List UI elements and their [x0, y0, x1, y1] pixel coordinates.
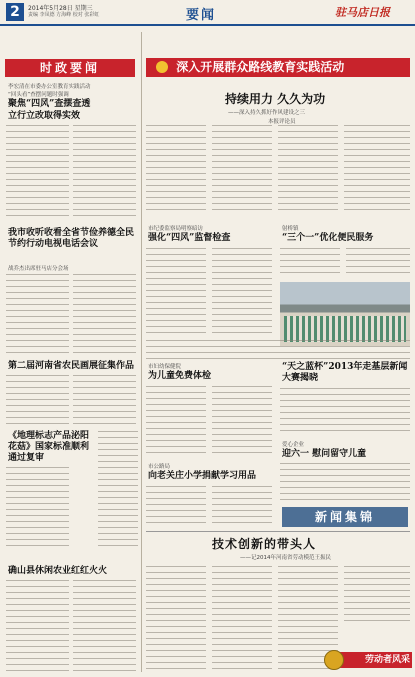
body-text: [73, 580, 136, 672]
body-text: [146, 386, 206, 456]
body-text: [98, 431, 138, 547]
campaign-banner: [146, 58, 410, 77]
article-kicker: 爱心企业: [282, 442, 305, 448]
body-text: [146, 248, 206, 336]
headline: 确山县休闲农业红红火火: [8, 566, 108, 576]
headline: “天之蓝杯”2013年走基层新闻大赛揭晓: [282, 362, 408, 383]
body-text: [146, 566, 206, 672]
crowd-graphic: [284, 316, 406, 342]
headline: “三个一”优化便民服务: [282, 233, 374, 243]
headline: 向老关庄小学捐献学习用品: [148, 471, 257, 481]
body-text: [280, 463, 410, 503]
body-text: [344, 125, 410, 215]
section-rule: [146, 531, 410, 532]
header-rule: [0, 24, 415, 26]
body-text: [6, 274, 69, 354]
labor-bar: [338, 652, 412, 668]
main-subtitle: ——深入持久抓好作风建设之三: [228, 110, 306, 116]
headline: 立行立改取得实效: [8, 111, 81, 121]
party-emblem-icon: [156, 61, 168, 73]
article-kicker: “回头看”查摆问题时强调: [8, 92, 69, 98]
article-kicker: 射桥镇: [282, 226, 299, 232]
headline: 第二届河南省农民画展征集作品: [8, 361, 135, 371]
body-text: [280, 388, 410, 436]
body-text: [146, 486, 206, 526]
body-text: [212, 386, 272, 456]
body-text: [346, 248, 410, 278]
campaign-banner-label: 深入开展群众路线教育实践活动: [176, 60, 345, 74]
headline: 聚焦“四风”查摆查透: [8, 99, 91, 109]
news-roundup-label: 新闻集锦: [314, 510, 375, 524]
article-subtitle: 战乔杰出席驻马店分会场: [8, 266, 69, 272]
news-roundup-box: [282, 507, 408, 527]
politics-banner-label: 时政要闻: [39, 61, 100, 75]
body-text: [344, 566, 410, 626]
body-text: [280, 248, 340, 278]
body-text: [6, 125, 69, 220]
body-text: [6, 467, 69, 547]
editors-line: 责编 李凤德 方海峰 校对 张彩虹: [28, 12, 100, 18]
section-title: 要闻: [186, 8, 217, 23]
body-text: [212, 566, 272, 672]
headline: 强化“四风”监督检查: [148, 233, 231, 243]
feature-subtitle: ——记2014年河南省劳动模范王振民: [240, 555, 331, 561]
labor-emblem-icon: [324, 650, 344, 670]
body-text: [278, 125, 338, 215]
body-text: [73, 274, 136, 354]
masthead-logo: 驻马店日报: [335, 6, 390, 19]
body-text: [73, 125, 136, 220]
body-text: [212, 125, 272, 215]
article-kicker: 李宏清在市委办公室教育实践活动: [8, 84, 91, 90]
headline: 《地理标志产品泌阳花菇》国家标准顺利通过复审: [8, 431, 90, 463]
headline: 我市收听收看全省节俭养德全民节约行动电视电话会议: [8, 228, 135, 249]
news-photo: [280, 282, 410, 346]
article-kicker: 市公路局: [148, 464, 171, 470]
headline: 为儿童免费体检: [148, 371, 212, 381]
main-headline: 持续用力 久久为功: [225, 92, 326, 106]
body-text: [146, 340, 410, 360]
column-divider: [141, 32, 142, 672]
politics-banner: [5, 59, 135, 77]
labor-bar-label: 劳动者风采: [364, 655, 410, 665]
feature-headline: 技术创新的带头人: [212, 537, 317, 551]
byline: 本报评论员: [268, 119, 296, 125]
body-text: [146, 125, 206, 215]
article-kicker: 市纪委监察局明察暗访: [148, 226, 204, 232]
body-text: [73, 375, 136, 427]
body-text: [212, 248, 272, 336]
body-text: [6, 580, 69, 672]
date-line: 2014年5月28日 星期三: [28, 5, 93, 12]
body-text: [6, 375, 69, 427]
body-text: [212, 486, 272, 526]
page-number: 2: [6, 3, 24, 21]
article-kicker: 市妇幼保健院: [148, 364, 182, 370]
headline: 迎六一 慰问留守儿童: [282, 449, 367, 459]
